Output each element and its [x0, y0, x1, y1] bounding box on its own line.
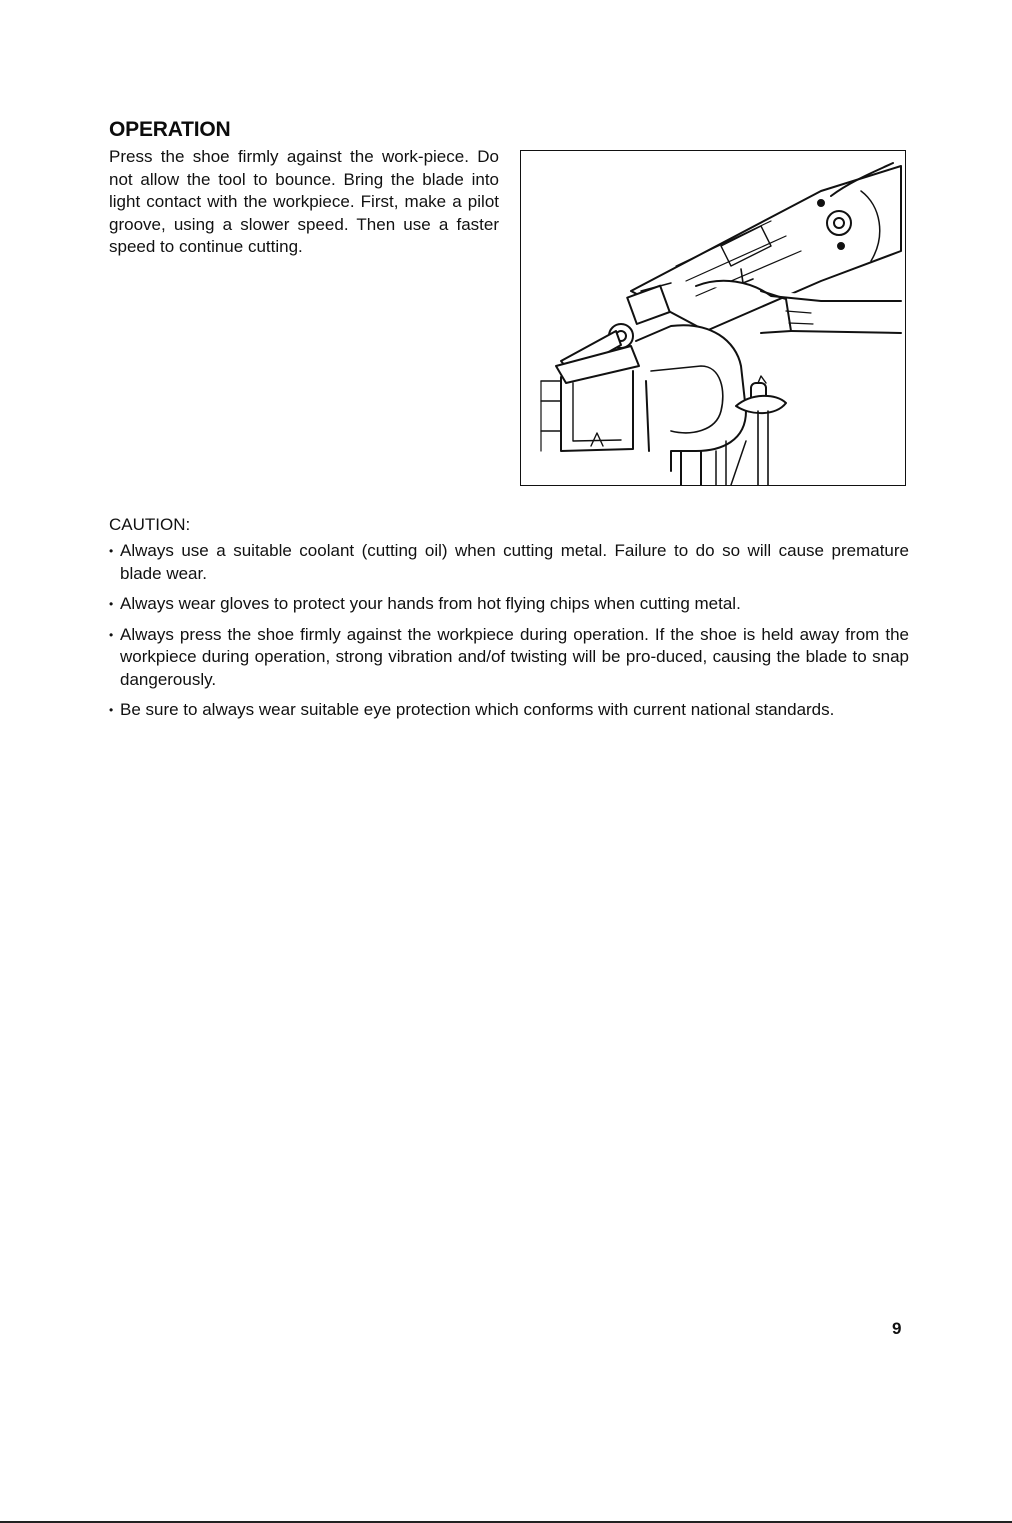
- caution-text: Be sure to always wear suitable eye protection which conforms with current national standards.: [120, 700, 835, 719]
- caution-item-shoe: [109, 624, 909, 692]
- caution-item-coolant: [109, 540, 909, 585]
- bullet: •: [109, 703, 114, 717]
- caution-item-gloves: [109, 593, 909, 616]
- caution-title: CAUTION:: [109, 515, 191, 534]
- caution-text: Always wear gloves to protect your hands from hot flying chips when cutting metal.: [120, 594, 741, 613]
- section-heading: OPERATION: [109, 118, 231, 141]
- caution-item-eye-protection: [109, 699, 909, 722]
- caution-text: Always press the shoe firmly against the workpiece during operation. If the shoe is held away from the workpiece during operation, strong vibration and/of twisting will be pro-duced, causing the blade to snap dangerously.: [120, 624, 909, 689]
- bullet: •: [109, 597, 114, 611]
- figure-frame: [520, 150, 906, 486]
- recipro-saw-illustration: [521, 151, 905, 485]
- bullet: •: [109, 627, 114, 642]
- caution-text: Always use a suitable coolant (cutting oil) when cutting metal. Failure to do so will cause premature blade wear.: [120, 541, 909, 583]
- page-number: 9: [892, 1319, 902, 1338]
- caution-list: [109, 540, 909, 730]
- bench-vise: [636, 325, 746, 471]
- operation-paragraph: Press the shoe firmly against the work-piece. Do not allow the tool to bounce. Bring the blade into light contact with the workpiece. First, make a pilot groove, using a slower speed. Then use a faster speed to continue cutting.: [109, 147, 499, 256]
- bullet: •: [109, 544, 114, 558]
